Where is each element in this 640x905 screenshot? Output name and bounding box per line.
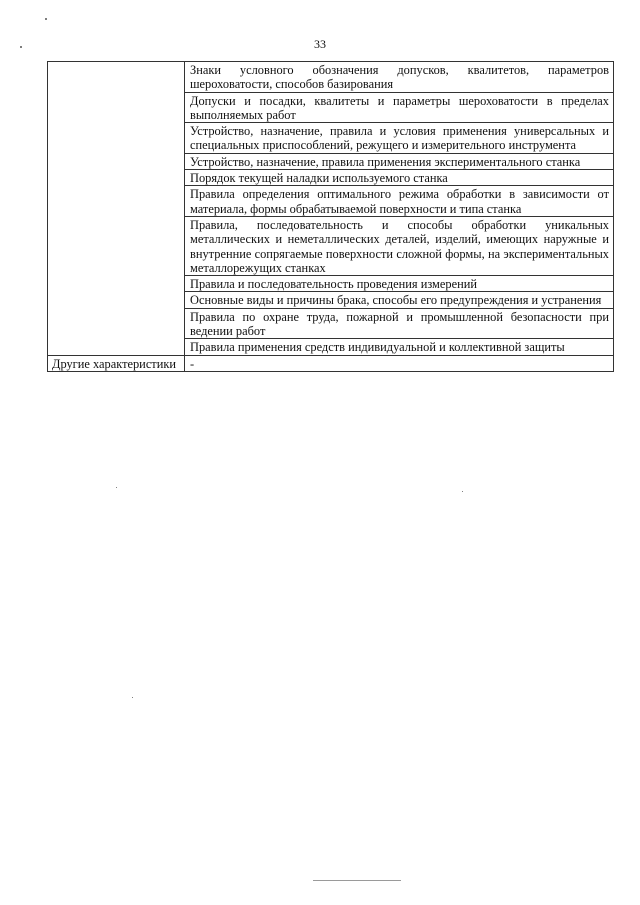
knowledge-item: Правила применения средств индивидуальной и коллективной защиты (185, 339, 614, 355)
scan-speck (20, 46, 22, 48)
table-row (48, 62, 614, 93)
knowledge-item: Правила определения оптимального режима обработки в зависимости от материала, формы обрабатываемой поверхности и типа станка (185, 186, 614, 217)
knowledge-item: Правила, последовательность и способы обработки уникальных металлических и неметаллических деталей, изделий, имеющих наружные и внутренние сопрягаемые поверхности сложной формы, на экспериментальных металлорежущих станках (185, 216, 614, 275)
row-value-cell: - (185, 355, 614, 371)
knowledge-item: Знаки условного обозначения допусков, квалитетов, параметров шероховатости, способов базирования (185, 62, 614, 93)
knowledge-item: Устройство, назначение, правила применения экспериментального станка (185, 153, 614, 169)
knowledge-item: Основные виды и причины брака, способы его предупреждения и устранения (185, 292, 614, 308)
knowledge-item: Допуски и посадки, квалитеты и параметры шероховатости в пределах выполняемых работ (185, 92, 614, 123)
knowledge-item: Порядок текущей наладки используемого станка (185, 170, 614, 186)
row-label-cell (48, 62, 185, 356)
knowledge-item: Правила по охране труда, пожарной и промышленной безопасности при ведении работ (185, 308, 614, 339)
scan-speck (132, 697, 133, 698)
scan-speck (116, 487, 117, 488)
scan-speck (45, 18, 47, 20)
table-row (48, 355, 614, 371)
scan-line (313, 880, 401, 881)
row-label-cell: Другие характеристики (48, 355, 185, 371)
knowledge-item: Устройство, назначение, правила и условия применения универсальных и специальных приспособлений, режущего и измерительного инструмента (185, 123, 614, 154)
scan-speck (462, 491, 463, 492)
characteristics-table (47, 61, 614, 372)
knowledge-item: Правила и последовательность проведения измерений (185, 276, 614, 292)
page-number: 33 (314, 37, 326, 51)
